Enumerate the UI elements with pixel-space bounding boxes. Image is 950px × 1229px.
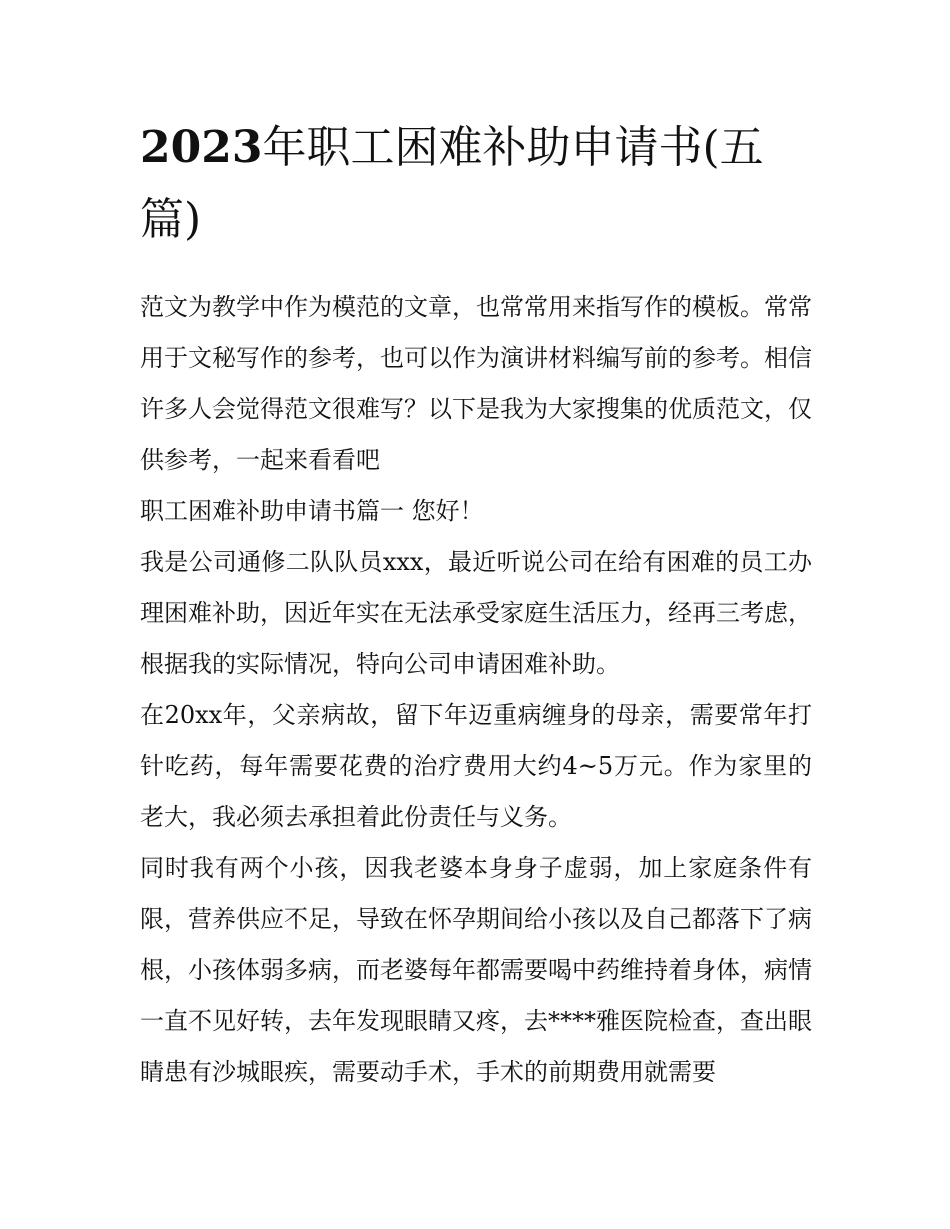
document-body	[140, 112, 812, 1098]
paragraph-family: 同时我有两个小孩，因我老婆本身身子虚弱，加上家庭条件有限，营养供应不足，导致在怀孕期间给小孩以及自己都落下了病根，小孩体弱多病，而老婆每年都需要喝中药维持着身体，病情一直不见好转，去年发现眼睛又疼，去****雅医院检查，查出眼睛患有沙城眼疾，需要动手术，手术的前期费用就需要	[140, 854, 812, 1086]
paragraph-applicant: 我是公司通修二队队员xxx，最近听说公司在给有困难的员工办理困难补助，因近年实在无法承受家庭生活压力，经再三考虑，根据我的实际情况，特向公司申请困难补助。	[140, 548, 812, 678]
paragraph-heading: 职工困难补助申请书篇一 您好！	[140, 497, 484, 525]
paragraph-intro: 范文为教学中作为模范的文章，也常常用来指写作的模板。常常用于文秘写作的参考，也可以作为演讲材料编写前的参考。相信许多人会觉得范文很难写？以下是我为大家搜集的优质范文，仅供参考，一起来看看吧	[140, 293, 812, 474]
title-text: 年职工困难补助申请书(五篇)	[140, 122, 764, 245]
paragraph-father: 在20xx年，父亲病故，留下年迈重病缠身的母亲，需要常年打针吃药，每年需要花费的治疗费用大约4~5万元。作为家里的老大，我必须去承担着此份责任与义务。	[140, 701, 812, 831]
title-year: 2023	[140, 122, 263, 173]
document-title	[140, 112, 812, 256]
